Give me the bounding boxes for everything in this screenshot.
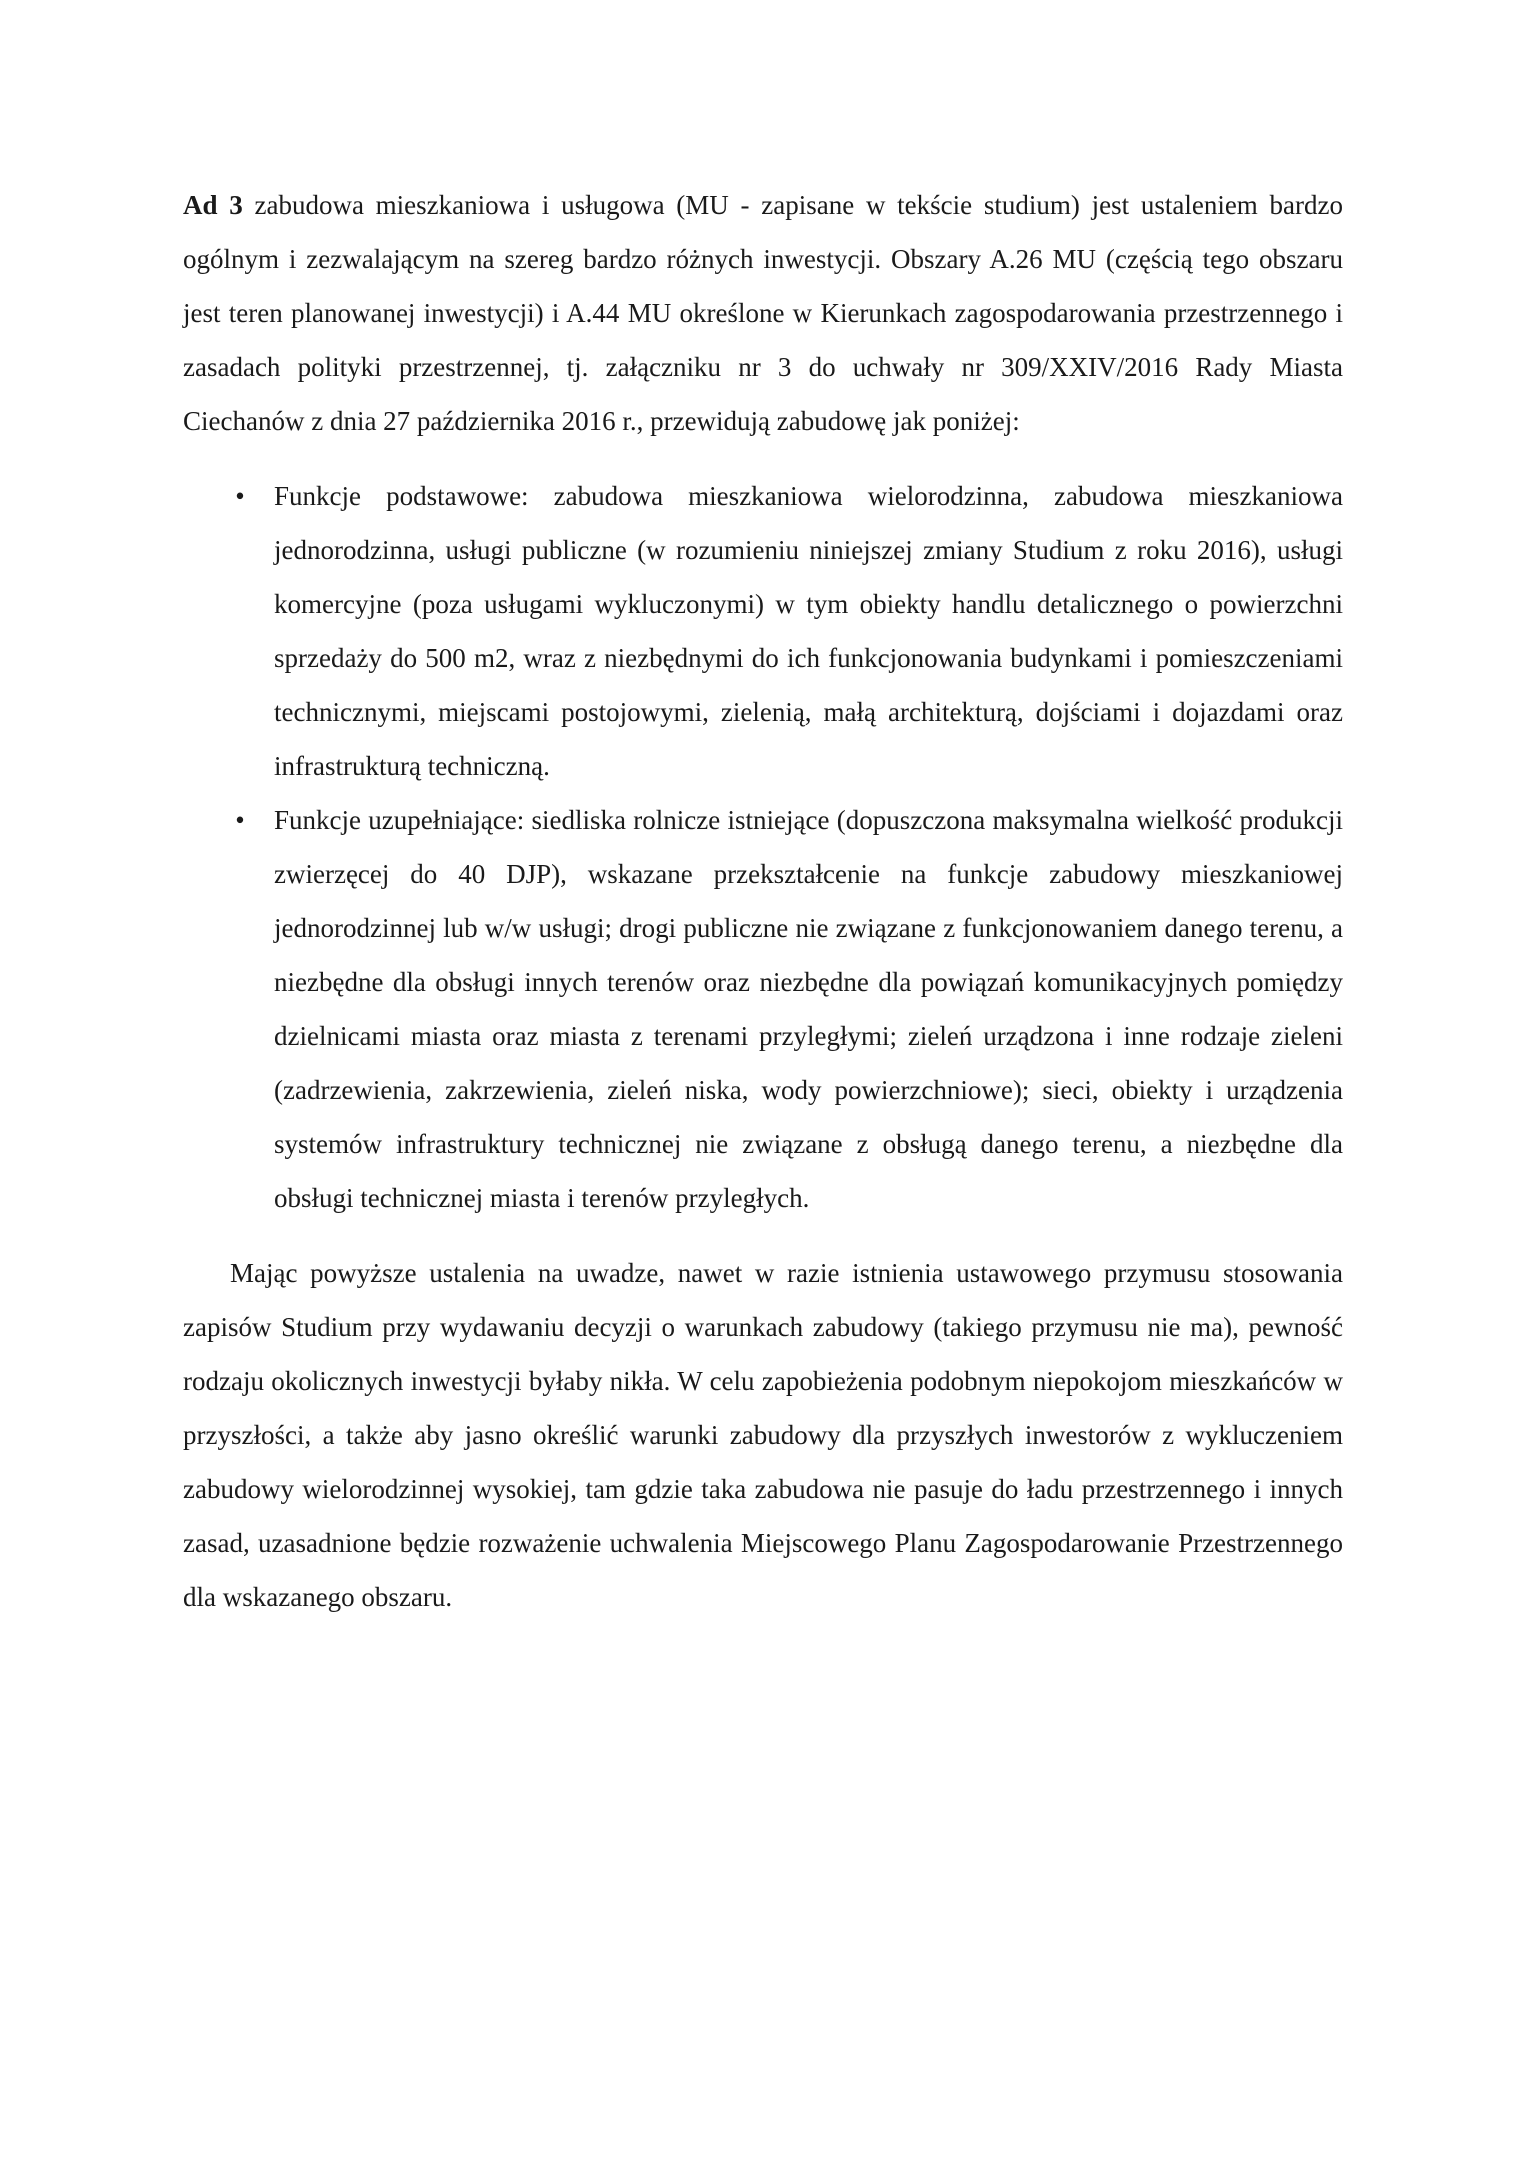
intro-text: zabudowa mieszkaniowa i usługowa (MU - zapisane w tekście studium) jest ustaleniem bardzo ogólnym i zezwalającym na szereg bardzo różnych inwestycji. Obszary A.26 MU (częścią tego obszaru jest teren planowanej inwestycji) i A.44 MU określone w Kierunkach zagospodarowania przestrzennego i zasadach polityki przestrzennej, tj. załączniku nr 3 do uchwały nr 309/XXIV/2016 Rady Miasta Ciechanów z dnia 27 października 2016 r., przewidują zabudowę jak poniżej: <box>183 190 1343 436</box>
closing-paragraph: Mając powyższe ustalenia na uwadze, nawet w razie istnienia ustawowego przymusu stosowania zapisów Studium przy wydawaniu decyzji o warunkach zabudowy (takiego przymusu nie ma), pewność rodzaju okolicznych inwestycji byłaby nikła. W celu zapobieżenia podobnym niepokojom mieszkańców w przyszłości, a także aby jasno określić warunki zabudowy dla przyszłych inwestorów z wykluczeniem zabudowy wielorodzinnej wysokiej, tam gdzie taka zabudowa nie pasuje do ładu przestrzennego i innych zasad, uzasadnione będzie rozważenie uchwalenia Miejscowego Planu Zagospodarowanie Przestrzennego dla wskazanego obszaru. <box>183 1258 1343 1612</box>
document-body <box>183 178 1343 1624</box>
list-item-text: Funkcje podstawowe: zabudowa mieszkaniowa wielorodzinna, zabudowa mieszkaniowa jednorodzinna, usługi publiczne (w rozumieniu niniejszej zmiany Studium z roku 2016), usługi komercyjne (poza usługami wykluczonymi) w tym obiekty handlu detalicznego o powierzchni sprzedaży do 500 m2, wraz z niezbędnymi do ich funkcjonowania budynkami i pomieszczeniami technicznymi, miejscami postojowymi, zielenią, małą architekturą, dojściami i dojazdami oraz infrastrukturą techniczną. <box>274 481 1343 781</box>
intro-paragraph <box>183 178 1343 448</box>
list-item <box>183 793 1343 1225</box>
functions-list <box>183 469 1343 1225</box>
bullet-icon: • <box>235 805 245 835</box>
bullet-icon: • <box>235 481 245 511</box>
section-lead: Ad 3 <box>183 190 243 220</box>
list-item <box>183 469 1343 793</box>
list-item-text: Funkcje uzupełniające: siedliska rolnicze istniejące (dopuszczona maksymalna wielkość produkcji zwierzęcej do 40 DJP), wskazane przekształcenie na funkcje zabudowy mieszkaniowej jednorodzinnej lub w/w usługi; drogi publiczne nie związane z funkcjonowaniem danego terenu, a niezbędne dla obsługi innych terenów oraz niezbędne dla powiązań komunikacyjnych pomiędzy dzielnicami miasta oraz miasta z terenami przyległymi; zieleń urządzona i inne rodzaje zieleni (zadrzewienia, zakrzewienia, zieleń niska, wody powierzchniowe); sieci, obiekty i urządzenia systemów infrastruktury technicznej nie związane z obsługą danego terenu, a niezbędne dla obsługi technicznej miasta i terenów przyległych. <box>274 805 1343 1213</box>
